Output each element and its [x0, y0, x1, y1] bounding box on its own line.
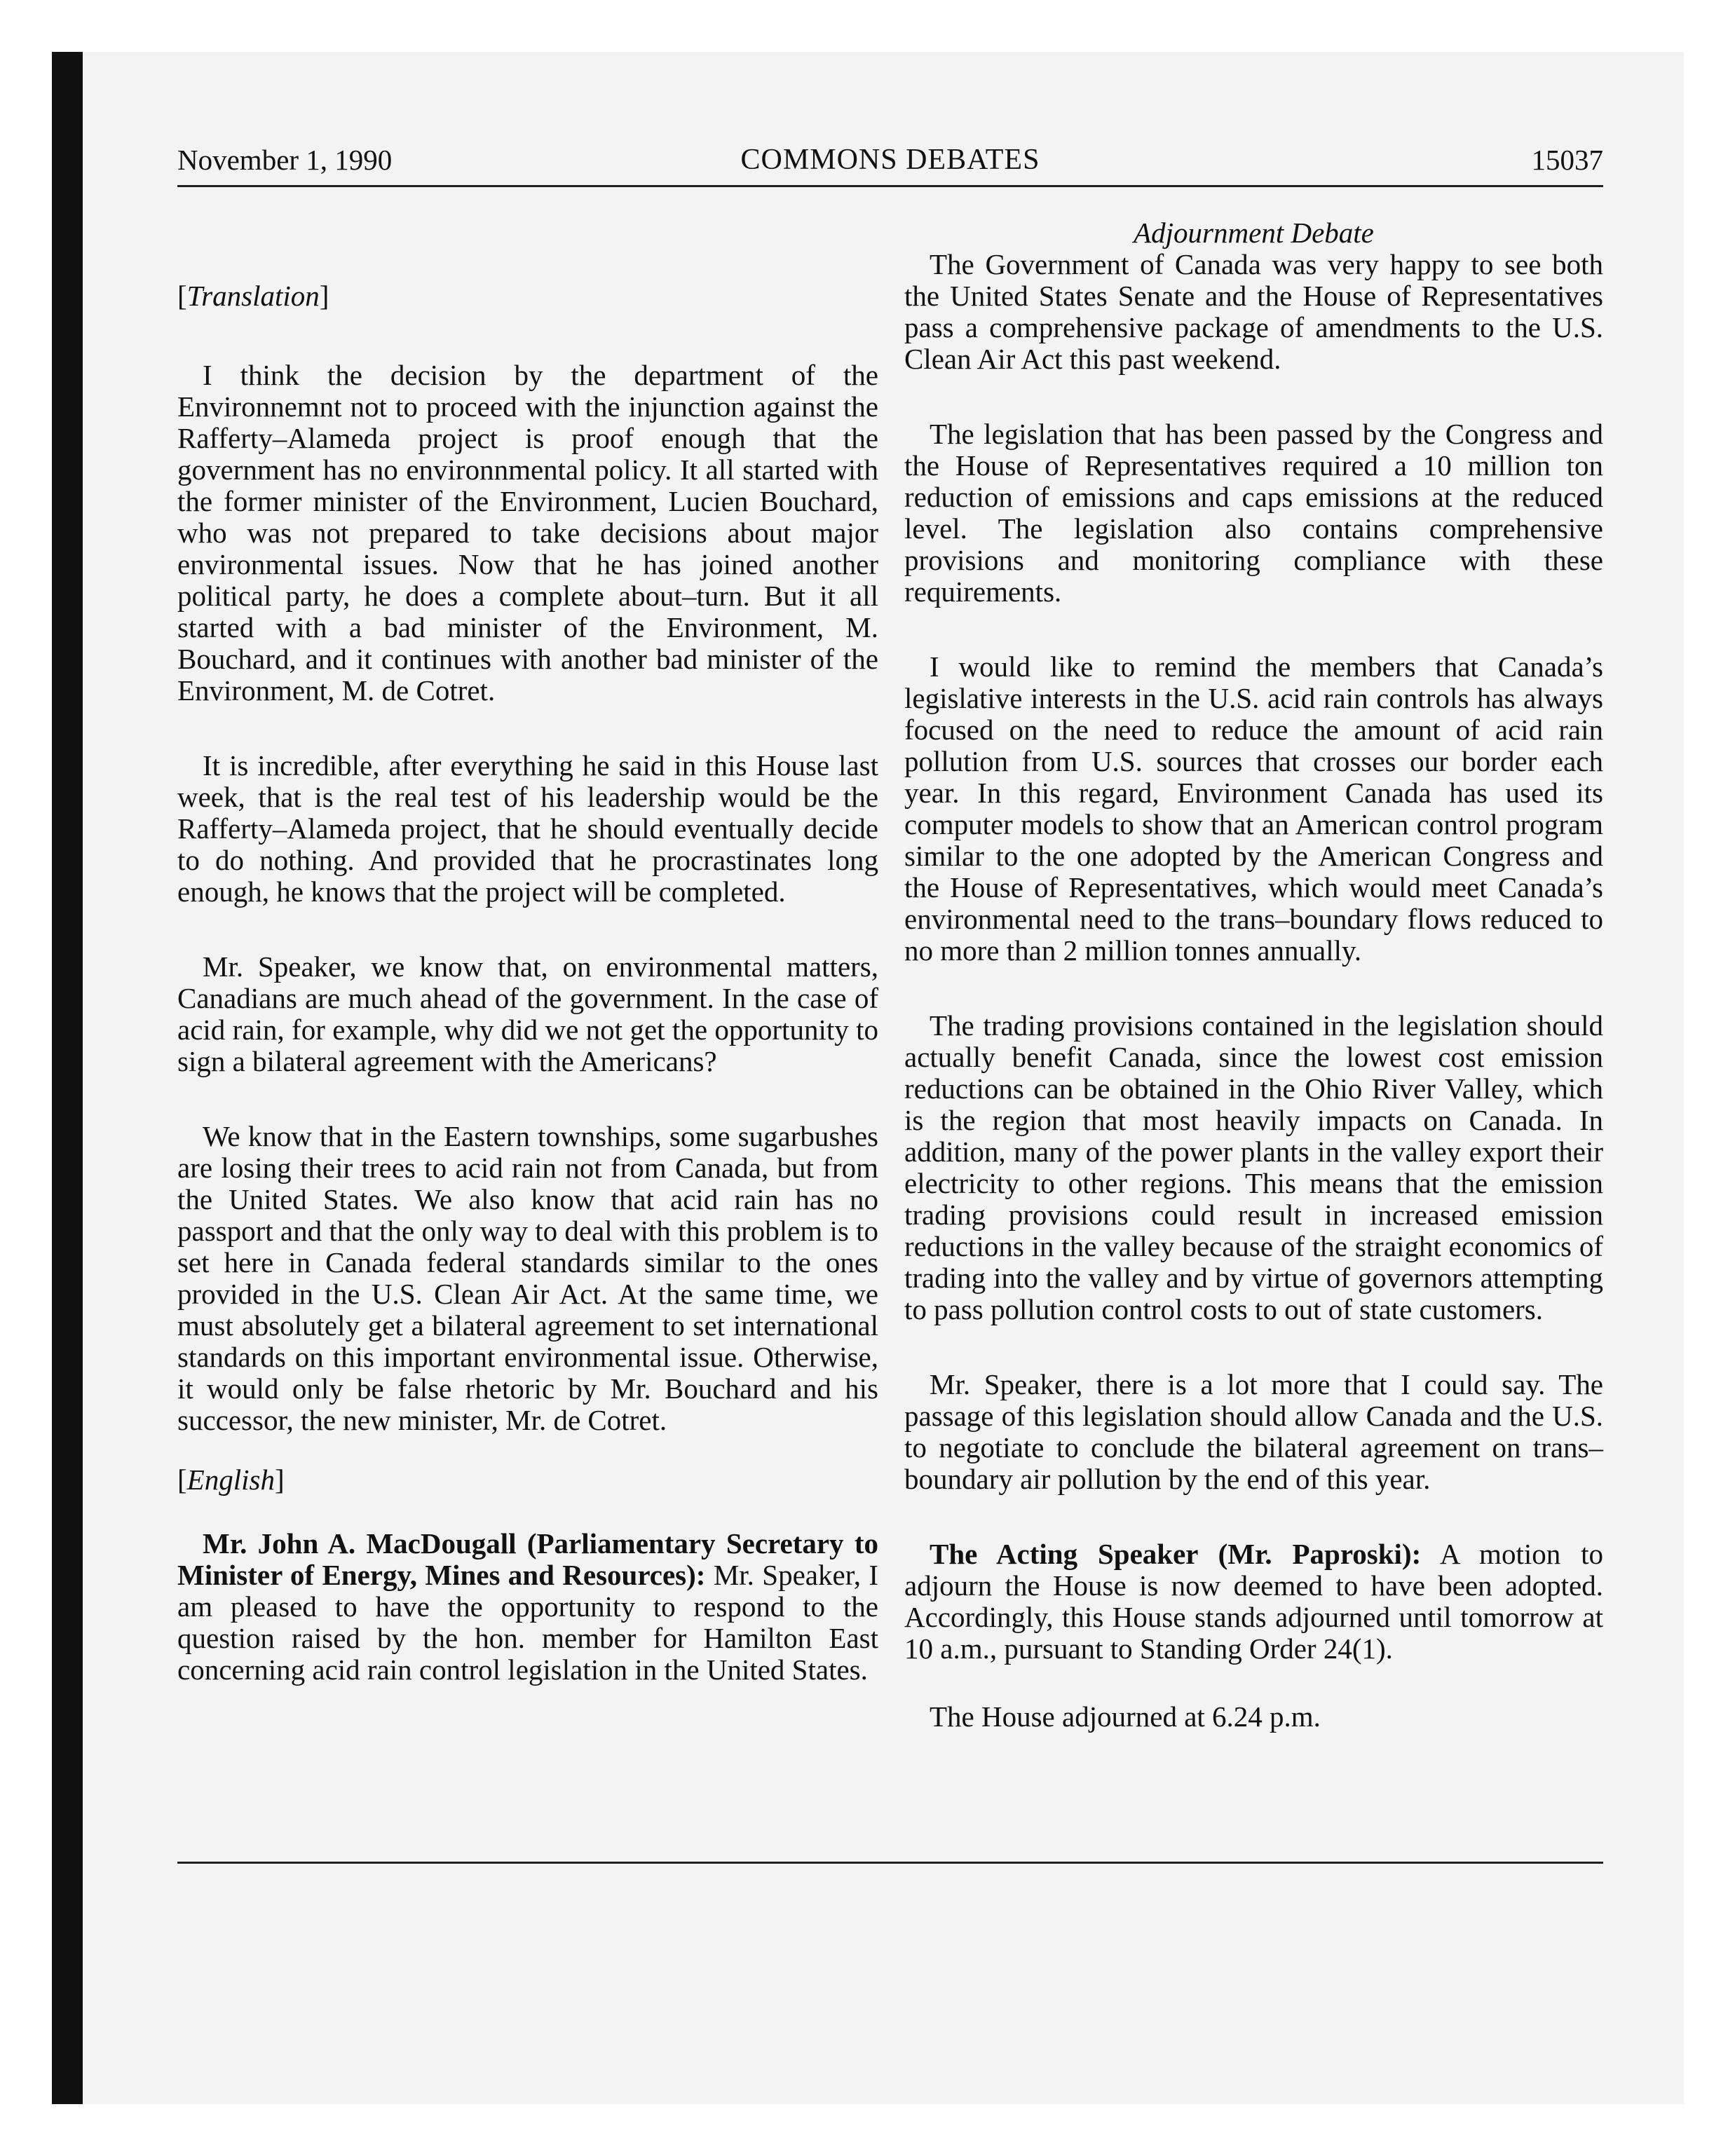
section-heading: Adjournment Debate — [1134, 217, 1374, 249]
footer-rule — [177, 1862, 1603, 1864]
english-marker: [English] — [177, 1464, 285, 1496]
speaker-macdougall: Mr. John A. MacDougall (Parliamentary Secretary to Minister of Energy, Mines and Resources): — [177, 1527, 878, 1591]
header-rule — [177, 185, 1603, 187]
right-paragraph-3: I would like to remind the members that Canada’s legislative interests in the U.S. acid rain controls has always focused on the need to reduce the amount of acid rain pollution from U.S. sources that crosses our border each year. In this regard, Environment Canada has used its computer models to show that an American control program similar to the one adopted by the American Congress and the House of Representatives, which would meet Canada’s environmental need to the trans–boundary flows reduced to no more than 2 million tonnes annually. — [904, 650, 1603, 967]
page-number: 15037 — [1531, 144, 1603, 176]
left-paragraph-3: Mr. Speaker, we know that, on environmental matters, Canadians are much ahead of the government. In the case of acid rain, for example, why did we not get the opportunity to sign a bilateral agreement with the Americans? — [177, 950, 878, 1077]
adjournment-note: The House adjourned at 6.24 p.m. — [930, 1700, 1321, 1733]
speech-acting-speaker: A motion to adjourn the House is now deemed to have been adopted. Accordingly, this House stands adjourned until tomorrow at 10 a.m., pursuant to Standing Order 24(1). — [904, 1538, 1603, 1665]
page-header — [177, 143, 1603, 185]
binding-edge — [52, 52, 83, 2104]
header-date: November 1, 1990 — [177, 144, 393, 176]
left-paragraph-5 — [177, 1528, 878, 1686]
right-paragraph-1: The Government of Canada was very happy to see both the United States Senate and the House of Representatives pass a comprehensive package of amendments to the U.S. Clean Air Act this past weekend. — [904, 248, 1603, 375]
right-paragraph-5: Mr. Speaker, there is a lot more that I could say. The passage of this legislation should allow Canada and the U.S. to negotiate to conclude the bilateral agreement on trans–boundary air pollution by the end of this year. — [904, 1368, 1603, 1495]
left-column — [177, 217, 878, 1686]
left-paragraph-1: I think the decision by the department of the Environnemnt not to proceed with the injunction against the Rafferty–Alameda project is proof enough that the government has no environnmental policy. It all started with the former minister of the Environment, Lucien Bouchard, who was not prepared to take decisions about major environmental issues. Now that he has joined another political party, he does a complete about–turn. But it all started with a bad minister of the Environment, M. Bouchard, and it continues with another bad minister of the Environment, M. de Cotret. — [177, 359, 878, 707]
translation-marker: [Translation] — [177, 280, 329, 312]
header-title: COMMONS DEBATES — [740, 144, 1040, 176]
right-paragraph-2: The legislation that has been passed by the Congress and the House of Representatives required a 10 million ton reduction of emissions and caps emissions at the reduced level. The legislation also contains comprehensive provisions and monitoring compliance with these requirements. — [904, 418, 1603, 608]
right-paragraph-4: The trading provisions contained in the legislation should actually benefit Canada, since the lowest cost emission reductions can be obtained in the Ohio River Valley, which is the region that most heavily impacts on Canada. In addition, many of the power plants in the valley export their electricity to other regions. This means that the emission trading provisions could result in increased emission reductions in the valley because of the straight economics of trading into the valley and by virtue of governors attempting to pass pollution control costs to out of state customers. — [904, 1009, 1603, 1325]
left-paragraph-4: We know that in the Eastern townships, some sugarbushes are losing their trees to acid rain not from Canada, but from the United States. We also know that acid rain has no passport and that the only way to deal with this problem is to set here in Canada federal standards similar to the ones provided in the U.S. Clean Air Act. At the same time, we must absolutely get a bilateral agreement to set international standards on this important environmental issue. Otherwise, it would only be false rhetoric by Mr. Bouchard and his successor, the new minister, Mr. de Cotret. — [177, 1120, 878, 1436]
speech-macdougall: Mr. Speaker, I am pleased to have the opportunity to respond to the question raised by the hon. member for Hamilton East concerning acid rain control legislation in the United States. — [177, 1559, 878, 1686]
left-paragraph-2: It is incredible, after everything he said in this House last week, that is the real test of his leadership would be the Rafferty–Alameda project, that he should eventually decide to do nothing. And provided that he procrastinates long enough, he knows that the project will be completed. — [177, 749, 878, 908]
right-column — [904, 217, 1603, 1733]
speaker-acting-speaker: The Acting Speaker (Mr. Paproski): — [930, 1538, 1422, 1570]
right-paragraph-6 — [904, 1538, 1603, 1665]
